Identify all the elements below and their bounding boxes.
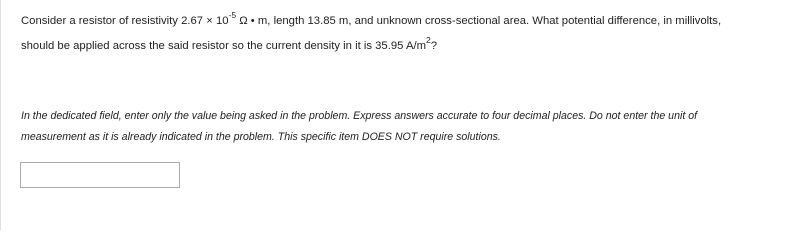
question-part-1: Consider a resistor of resistivity 2.67 × 10 (21, 15, 229, 27)
area-exponent: 2 (426, 35, 431, 46)
question-part-4: ? (430, 40, 438, 52)
answer-instructions (21, 106, 793, 148)
question-part-3: should be applied across the said resistor so the current density in it is 35.95 A/m (21, 40, 427, 52)
question-text (21, 9, 791, 59)
question-part-2: Ω • m, length 13.85 m, and unknown cross-sectional area. What potential difference, in millivolts, (236, 15, 722, 27)
instructions-line-1: In the dedicated field, enter only the value being asked in the problem. Express answers accurate to four decimal places. Do not enter the unit of (21, 110, 698, 122)
resistivity-exponent: -5 (228, 10, 237, 21)
answer-input[interactable] (20, 162, 180, 188)
instructions-line-2: measurement as it is already indicated in the problem. This specific item DOES NOT require solutions. (21, 131, 501, 143)
